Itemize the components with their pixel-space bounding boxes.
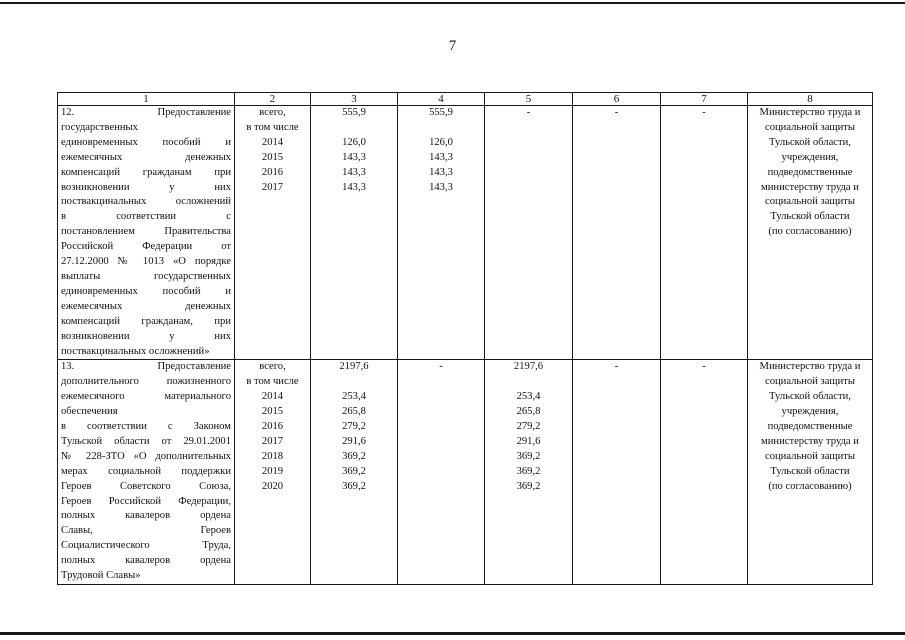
cell-line: социальной защиты	[765, 376, 855, 388]
cell-line: социальной защиты	[765, 450, 855, 462]
measure-name	[58, 360, 235, 585]
cell-line: № 228-ЗТО «О дополнительных	[61, 450, 231, 462]
cell-line: поствакцинальных осложнений	[61, 196, 231, 208]
cell-line: 126,0	[429, 136, 453, 148]
table-row	[58, 106, 873, 360]
cell-line: Тульской области от 29.01.2001	[61, 435, 231, 447]
cell-line: постановлением Правительства	[61, 226, 231, 238]
cell-line: 2019	[261, 465, 284, 477]
cell-line	[400, 121, 482, 136]
cell-line: полных кавалеров ордена	[61, 510, 231, 522]
cell-line: единовременных пособий и	[61, 285, 231, 297]
cell-line: в том числе	[246, 376, 299, 388]
scan-edge-bottom	[0, 632, 905, 635]
cell-line: 555,9	[429, 107, 453, 118]
cell-line: 2016	[261, 421, 284, 433]
cell-line: ежемесячных денежных	[61, 151, 231, 163]
cell-line: 2017	[261, 435, 284, 447]
scan-edge-top	[0, 2, 905, 4]
cell-line: 2020	[261, 480, 284, 492]
cell-line: (по согласованию)	[768, 226, 852, 238]
years-cell	[235, 106, 311, 360]
cell-line: возникновении у них	[61, 330, 231, 342]
cell-line: 369,2	[342, 465, 366, 477]
cell-line: -	[614, 107, 619, 118]
header-cell-5: 5	[485, 93, 573, 106]
cell-line: Героев Российской Федерации,	[61, 495, 231, 507]
cell-line: в том числе	[246, 121, 299, 133]
cell-line: -	[439, 361, 443, 373]
cell-line: 369,2	[516, 465, 541, 477]
cell-line: подведомственные	[767, 166, 853, 178]
years-cell	[235, 360, 311, 585]
header-cell-6: 6	[573, 93, 661, 106]
local-budget-cell	[573, 360, 661, 585]
table-row	[58, 360, 873, 585]
measure-name	[58, 106, 235, 360]
cell-line: 143,3	[342, 151, 366, 163]
cell-line: 13. Предоставление	[61, 361, 231, 373]
cell-line: 126,0	[342, 136, 366, 148]
cell-line: Тульской области,	[769, 391, 851, 403]
total-cell	[311, 360, 398, 585]
cell-line: Министерство труда и	[759, 361, 861, 373]
cell-line: 2197,6	[339, 361, 369, 373]
header-cell-8: 8	[748, 93, 873, 106]
cell-line: возникновении у них	[61, 181, 231, 193]
cell-line: 253,4	[516, 391, 541, 403]
other-sources-cell	[661, 360, 748, 585]
cell-line: ежемесячного материального	[61, 391, 231, 403]
cell-line: Тульской области,	[769, 136, 851, 148]
cell-line: 291,6	[342, 435, 366, 447]
cell-line: всего,	[259, 361, 286, 373]
federal-budget-cell	[485, 360, 573, 585]
cell-line: Тульской области	[770, 465, 850, 477]
cell-line: Тульской области	[770, 211, 850, 223]
cell-line: государственных	[61, 121, 138, 133]
cell-line: 2014	[261, 391, 284, 403]
cell-line: обеспечения	[61, 406, 118, 418]
header-cell-7: 7	[661, 93, 748, 106]
cell-line: 143,3	[342, 181, 366, 193]
local-budget-cell	[573, 106, 661, 360]
cell-line: -	[526, 107, 531, 118]
cell-line: -	[702, 107, 706, 118]
cell-line: 143,3	[342, 166, 366, 178]
cell-line: 2015	[261, 151, 284, 163]
cell-line: в соответствии с	[61, 211, 231, 223]
header-cell-2: 2	[235, 93, 311, 106]
cell-line: 2018	[261, 450, 284, 462]
cell-line: 12. Предоставление	[61, 107, 231, 118]
cell-line	[313, 375, 395, 390]
cell-line: ежемесячных денежных	[61, 300, 231, 312]
cell-line: полных кавалеров ордена	[61, 555, 231, 567]
cell-line: 369,2	[342, 450, 366, 462]
executor-cell	[748, 360, 873, 585]
cell-line: Министерство труда и	[759, 107, 861, 118]
cell-line: учреждения,	[781, 151, 839, 163]
cell-line: учреждения,	[781, 406, 839, 418]
header-row	[58, 93, 873, 106]
cell-line: всего,	[259, 107, 286, 118]
cell-line: Российской Федерации от	[61, 241, 231, 253]
cell-line: 2197,6	[513, 361, 544, 373]
page-number: 7	[448, 38, 457, 54]
cell-line: министерству труда и	[761, 435, 859, 447]
cell-line: социальной защиты	[765, 196, 855, 208]
cell-line: 265,8	[516, 406, 541, 418]
regional-budget-cell	[398, 360, 485, 585]
regional-budget-cell	[398, 106, 485, 360]
cell-line: в соответствии с Законом	[61, 421, 231, 433]
cell-line: социальной защиты	[765, 121, 855, 133]
cell-line: выплаты государственных	[61, 270, 231, 282]
cell-line: 143,3	[429, 166, 453, 178]
cell-line: поствакцинальных осложнений»	[61, 345, 210, 357]
cell-line	[487, 375, 570, 390]
cell-line: 279,2	[342, 421, 366, 433]
cell-line: 2017	[261, 181, 284, 193]
cell-line: компенсаций гражданам при	[61, 166, 231, 178]
cell-line: 143,3	[429, 181, 453, 193]
cell-line: (по согласованию)	[768, 480, 852, 492]
cell-line: 2016	[261, 166, 284, 178]
cell-line: -	[702, 361, 706, 373]
cell-line: 143,3	[429, 151, 453, 163]
cell-line: 369,2	[516, 480, 541, 492]
cell-line: дополнительного пожизненного	[61, 376, 231, 388]
cell-line: 265,8	[342, 406, 366, 418]
executor-cell	[748, 106, 873, 360]
cell-line: компенсаций гражданам, при	[61, 315, 231, 327]
cell-line: 369,2	[342, 480, 366, 492]
cell-line: 291,6	[516, 435, 541, 447]
cell-line: министерству труда и	[761, 181, 859, 193]
cell-line: -	[614, 361, 619, 373]
measures-table	[57, 92, 873, 585]
header-cell-4: 4	[398, 93, 485, 106]
other-sources-cell	[661, 106, 748, 360]
cell-line: 369,2	[516, 450, 541, 462]
header-cell-3: 3	[311, 93, 398, 106]
cell-line: 555,9	[342, 107, 366, 118]
cell-line: единовременных пособий и	[61, 136, 231, 148]
cell-line: Героев Советского Союза,	[61, 480, 231, 492]
cell-line: 279,2	[516, 421, 541, 433]
cell-line: 27.12.2000 № 1013 «О порядке	[61, 256, 231, 268]
cell-line: Славы, Героев	[61, 525, 231, 537]
cell-line: Трудовой Славы»	[61, 570, 141, 582]
total-cell	[311, 106, 398, 360]
cell-line: 253,4	[342, 391, 366, 403]
cell-line: подведомственные	[767, 421, 853, 433]
header-cell-1: 1	[58, 93, 235, 106]
cell-line: 2015	[261, 406, 284, 418]
cell-line: Социалистического Труда,	[61, 540, 231, 552]
cell-line: 2014	[261, 136, 284, 148]
cell-line	[313, 121, 395, 136]
cell-line: мерах социальной поддержки	[61, 465, 231, 477]
federal-budget-cell	[485, 106, 573, 360]
